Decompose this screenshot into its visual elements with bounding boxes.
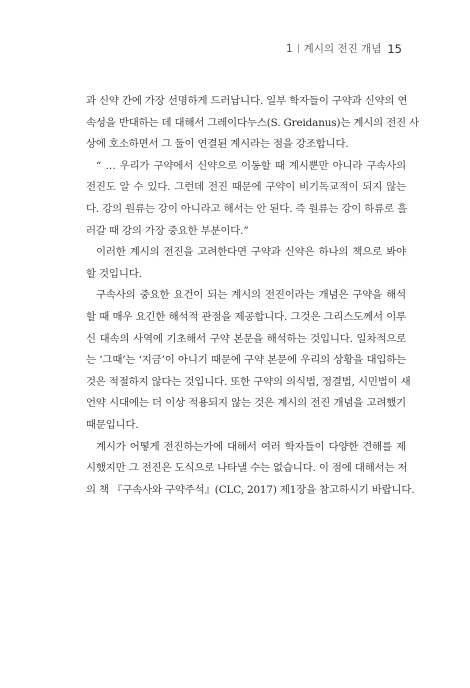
paragraph <box>86 91 420 156</box>
block-quote <box>86 156 406 242</box>
text-line: 구속사의 중요한 요건이 되는 계시의 전진이라는 개념은 구약을 해석 <box>96 289 406 302</box>
text-line: 것은 적절하지 않다는 것입니다. 또한 구약의 의식법, 정결법, 시민법이 새 <box>86 375 411 388</box>
text-line: 언약 시대에는 더 이상 적용되지 않는 것은 계시의 전진 개념을 고려했기 <box>86 397 406 410</box>
text-line: 전진도 알 수 있다. 그런데 전진 때문에 구약이 비기독교적이 되지 않는 <box>86 181 406 194</box>
paragraph <box>86 242 406 285</box>
text-line: 속성을 반대하는 데 대해서 그레이다누스(S. Greidanus)는 계시의 전진 사 <box>86 116 420 129</box>
text-line: 상에 호소하면서 그 둘이 연결된 계시라는 점을 강조합니다. <box>86 138 349 151</box>
text-line: 할 때 매우 요긴한 해석적 관점을 제공합니다. 그것은 그리스도께서 이루 <box>86 310 406 323</box>
header-divider <box>298 44 299 53</box>
page-number: 15 <box>387 41 402 56</box>
text-line: 러갈 때 강의 가장 중요한 부분이다.” <box>86 224 249 237</box>
text-line: 는 ‘그때’는 ‘지금’이 아니기 때문에 구약 본문에 우리의 상황을 대입하는 <box>86 354 406 367</box>
body-text <box>86 91 420 501</box>
text-line: 신 대속의 사역에 기초해서 구약 본문을 해석하는 것입니다. 일차적으로 <box>86 332 406 345</box>
paragraph <box>86 437 415 502</box>
paragraph <box>86 285 411 436</box>
text-line: “ … 우리가 구약에서 신약으로 이동할 때 계시뿐만 아니라 구속사의 <box>96 159 406 172</box>
running-header <box>286 41 402 56</box>
text-line: 시했지만 그 전진은 도식으로 나타낼 수는 없습니다. 이 점에 대해서는 저 <box>86 462 408 475</box>
text-line: 과 신약 간에 가장 선명하게 드러납니다. 일부 학자들이 구약과 신약의 연 <box>86 95 408 107</box>
text-line: 계시가 어떻게 전진하는가에 대해서 여러 학자들이 다양한 견해를 제 <box>96 440 406 453</box>
text-line: 때문입니다. <box>86 418 139 431</box>
chapter-title: 계시의 전진 개념 <box>303 43 382 55</box>
text-line: 할 것입니다. <box>86 267 142 280</box>
chapter-number: 1 <box>285 42 293 55</box>
text-line: 이러한 계시의 전진을 고려한다면 구약과 신약은 하나의 책으로 봐야 <box>96 246 406 259</box>
text-line: 의 책 『구속사와 구약주석』(CLC, 2017) 제1장을 참고하시기 바랍니다. <box>86 483 415 496</box>
text-line: 다. 강의 원류는 강이 아니라고 해서는 안 된다. 즉 원류는 강이 하류로 흘 <box>86 202 407 215</box>
